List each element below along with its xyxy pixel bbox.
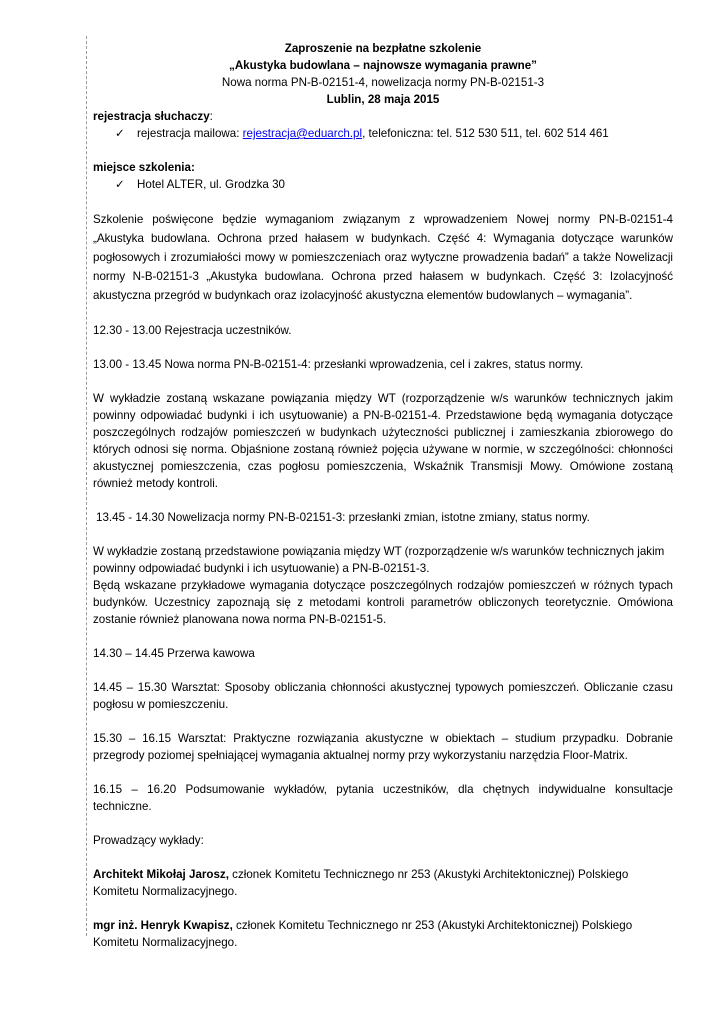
lecturer-1	[93, 866, 673, 900]
agenda-session-2-title: 13.45 - 14.30 Nowelizacja normy PN-B-02151-3: przesłanki zmian, istotne zmiany, status normy.	[96, 511, 590, 524]
registration-mail-prefix: rejestracja mailowa:	[137, 127, 243, 140]
lecturer-1-description: członek Komitetu Technicznego nr 253 (Akustyki Architektonicznej) Polskiego Komitetu Normalizacyjnego.	[93, 868, 629, 898]
left-margin-guide	[86, 36, 87, 936]
venue-text: Hotel ALTER, ul. Grodzka 30	[137, 178, 285, 191]
checkmark-icon: ✓	[115, 127, 125, 140]
agenda-workshop-1: 14.45 – 15.30 Warsztat: Sposoby obliczania chłonności akustycznej typowych pomieszczeń. Obliczanie czasu pogłosu w pomieszczeniu.	[93, 681, 673, 711]
agenda-session-2-description-2: Będą wskazane przykładowe wymagania dotyczące poszczególnych rodzajów pomieszczeń w różnych typach budynków. Uczestnicy zapoznają się z metodami kontroli parametrów obliczonych teoretycznie. Omówiona zostanie również planowana nowa norma PN-B-02151-5.	[93, 579, 673, 626]
venue-item	[93, 176, 673, 193]
lecturer-2	[93, 917, 673, 951]
lecturer-2-name: mgr inż. Henryk Kwapisz,	[93, 919, 233, 932]
title-line-3: Nowa norma PN-B-02151-4, nowelizacja normy PN-B-02151-3	[221, 76, 545, 89]
registration-item	[93, 125, 673, 142]
checkmark-icon: ✓	[115, 178, 125, 191]
lecturer-1-name: Architekt Mikołaj Jarosz,	[93, 868, 229, 881]
invitation-content	[93, 40, 673, 951]
venue-heading: miejsce szkolenia:	[93, 161, 195, 174]
lecturer-2-description: członek Komitetu Technicznego nr 253 (Akustyki Architektonicznej) Polskiego Komitetu Normalizacyjnego.	[93, 919, 633, 949]
registration-phones: , telefoniczna: tel. 512 530 511, tel. 602 514 461	[362, 127, 609, 140]
title-line-1: Zaproszenie na bezpłatne szkolenie	[284, 42, 482, 55]
agenda-workshop-2: 15.30 – 16.15 Warsztat: Praktyczne rozwiązania akustyczne w obiektach – studium przypadku. Dobranie przegrody poziomej spełniającej wymagania aktualnej normy przy wykorzystaniu narzędzia Floor-Matrix.	[93, 732, 673, 762]
registration-colon: :	[209, 110, 213, 123]
agenda-session-1-description: W wykładzie zostaną wskazane powiązania między WT (rozporządzenie w/s warunków technicznych jakim powinny odpowiadać budynki i ich usytuowanie) a PN-B-02151-4. Przedstawione będą wymagania dotyczące poszczególnych rodzajów pomieszczeń w budynkach użyteczności publicznej i zamieszkania zbiorowego do których odnosi się norma. Objaśnione zostaną również pojęcia używane w normie, w szczególności: chłonności akustycznej pomieszczenia, czas pogłosu pomieszczenia, Wskaźnik Transmisji Mowy. Omówione zostaną również metody kontroli.	[93, 392, 673, 490]
agenda-session-1-title: 13.00 - 13.45 Nowa norma PN-B-02151-4: przesłanki wprowadzenia, cel i zakres, status normy.	[93, 358, 584, 371]
registration-label: rejestracja słuchaczy	[93, 110, 210, 123]
agenda-session-2-description-1: W wykładzie zostaną przedstawione powiązania między WT (rozporządzenie w/s warunków technicznych jakim powinny odpowiadać budynki i ich usytuowanie) a PN-B-02151-3.	[93, 545, 665, 575]
agenda-coffee-break: 14.30 – 14.45 Przerwa kawowa	[93, 647, 255, 660]
agenda-summary: 16.15 – 16.20 Podsumowanie wykładów, pytania uczestników, dla chętnych indywidualne konsultacje techniczne.	[93, 783, 673, 813]
lecturers-heading: Prowadzący wykłady:	[93, 834, 204, 847]
registration-email-link[interactable]: rejestracja@eduarch.pl	[242, 127, 363, 140]
registration-heading	[93, 108, 673, 125]
event-date: Lublin, 28 maja 2015	[326, 93, 440, 106]
agenda-registration: 12.30 - 13.00 Rejestracja uczestników.	[93, 324, 292, 337]
title-line-2: „Akustyka budowlana – najnowsze wymagania prawne”	[229, 59, 537, 72]
intro-paragraph: Szkolenie poświęcone będzie wymaganiom związanym z wprowadzeniem Nowej normy PN-B-02151-4 „Akustyka budowlana. Ochrona przed hałasem w budynkach. Część 4: Wymagania dotyczące warunków pogłosowych i zrozumiałości mowy w pomieszczeniach oraz wytyczne prowadzenia badań” a także Nowelizacji normy N-B-02151-3 „Akustyka budowlana. Ochrona przed hałasem w budynkach. Część 3: Izolacyjność akustyczna przegród w budynkach oraz izolacyjność akustyczna elementów budowlanych – wymagania”.	[93, 213, 673, 302]
